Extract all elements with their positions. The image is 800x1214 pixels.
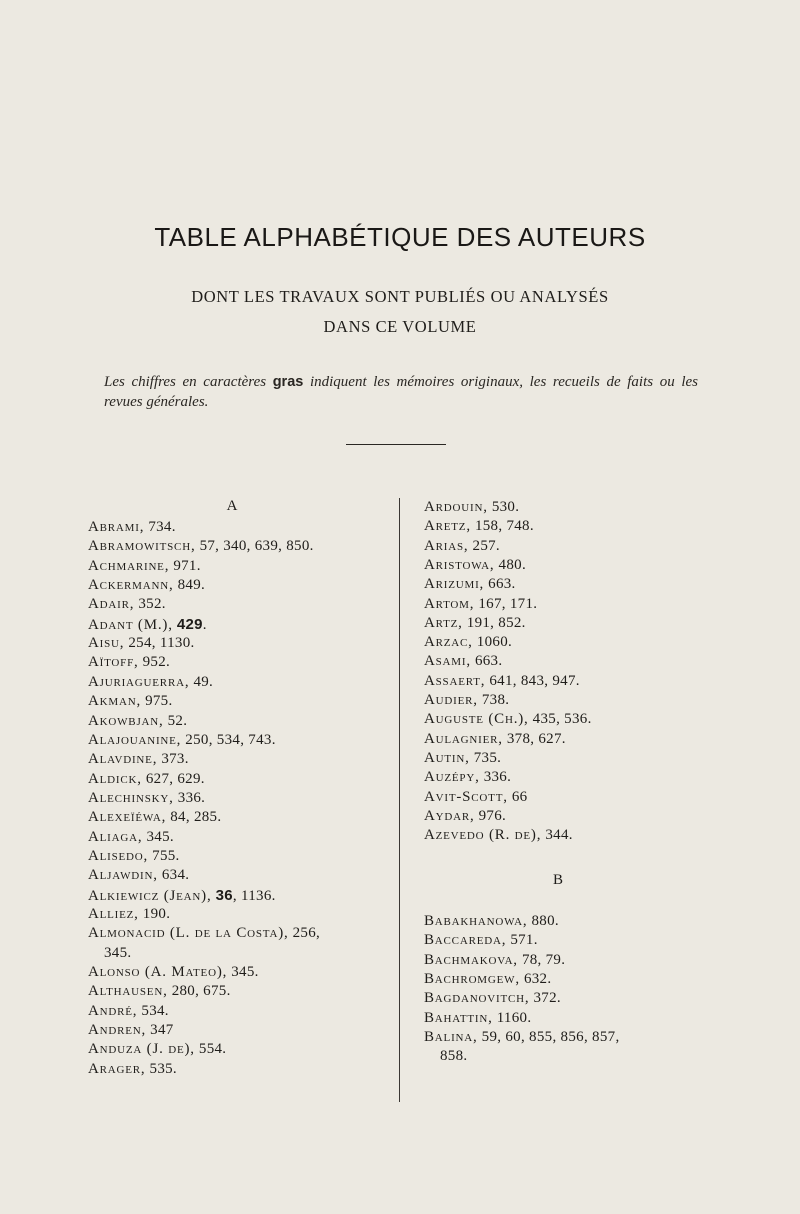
original-memoir-page: 36 [215,886,233,904]
index-entry [88,595,166,614]
page-numbers: 78, 79. [521,951,566,968]
author-name: Bachromgew, [424,970,520,987]
index-entry [424,614,526,633]
author-name: Alavdine, [88,751,158,768]
index-entry [88,808,221,827]
author-name: Aretz, [424,518,471,535]
page-numbers: 167, 171. [478,595,538,612]
index-entry [424,556,526,575]
author-name: Aïtoff, [88,654,139,671]
page-numbers: 641, 843, 947. [489,672,580,689]
page-numbers: 345. [104,944,132,961]
page-numbers: 952. [142,654,171,671]
page-numbers: 372. [533,990,561,1007]
author-name: Assaert, [424,672,486,689]
author-name: Arzac, [424,634,473,651]
page-numbers: 976. [478,807,507,824]
page-numbers: , 1136. [232,887,276,904]
author-name: Aristowa, [424,556,495,573]
author-name: Alisedo, [88,847,149,864]
note-text-2: indiquent les mémoires originaux, les recueils de faits ou les revues générales. [104,374,698,410]
author-name: Alkiewicz (Jean), [88,887,212,904]
author-name: Aljawdin, [88,867,158,884]
index-entry [88,905,170,924]
page-numbers: 345. [146,828,174,845]
author-name: Baccareda, [424,932,507,949]
page-numbers: 250, 534, 743. [185,731,276,748]
index-entry [88,828,174,847]
page-numbers: 734. [148,519,176,535]
author-name: Adair, [88,596,135,613]
page-numbers: 336. [483,769,512,786]
page-numbers: 534. [141,1002,169,1019]
author-name: Arager, [88,1060,146,1077]
index-entry [424,1028,620,1047]
page-numbers: 190. [142,906,171,922]
page-numbers: 257. [472,537,500,554]
index-entry [424,826,573,845]
index-entry [424,575,516,594]
author-name: Alliez, [88,906,139,922]
page-numbers: 480. [498,556,526,573]
index-entry [88,1002,169,1021]
index-entry [88,963,259,982]
index-entry [88,518,176,537]
index-entry [88,692,173,711]
index-entry [88,634,195,653]
index-entry [424,951,565,970]
page-numbers: 627, 629. [145,770,205,787]
page-numbers: 975. [145,693,173,710]
page-numbers: 347 [150,1022,174,1039]
page-numbers: 880. [531,913,559,929]
index-entry [88,537,314,556]
author-name: Aisu, [88,635,125,652]
index-entry [88,653,170,672]
author-name: Aulagnier, [424,730,503,747]
page-title: TABLE ALPHABÉTIQUE DES AUTEURS [154,222,646,252]
page-numbers: 344. [545,827,573,844]
index-entry [424,931,538,950]
page-numbers: 738. [481,692,510,708]
author-name: Asami, [424,653,471,670]
page-numbers: 755. [152,847,180,864]
index-entry [424,537,500,556]
index-entry [424,807,506,826]
page-numbers: 554. [198,1041,227,1058]
author-name: Arias, [424,537,469,554]
separator-rule [346,444,446,445]
author-name: Almonacid (L. de la Costa), [88,925,289,942]
index-entry [88,924,320,943]
author-name: Azevedo (R. de), [424,827,542,844]
author-name: Anduza (J. de), [88,1041,195,1058]
author-name: Aliaga, [88,828,143,845]
page-numbers: 254, 1130. [128,635,195,652]
author-name: Andren, [88,1022,147,1039]
author-name: Akman, [88,693,141,710]
author-name: Bagdanovitch, [424,990,530,1007]
index-entry [424,768,511,787]
author-name: Arizumi, [424,576,485,593]
index-entry [424,672,580,691]
page-numbers: 345. [231,964,259,981]
author-name: Alonso (A. Mateo), [88,964,228,981]
explanatory-note [104,372,698,412]
index-entry [424,652,502,671]
page-numbers: 663. [488,576,516,593]
page-numbers: 280, 675. [171,983,231,1000]
author-name: Aldick, [88,770,142,787]
page-numbers: 378, 627. [506,730,566,747]
author-name: Audier, [424,692,478,708]
page-numbers: 632. [523,970,552,987]
page-numbers: 663. [474,653,503,670]
author-name: Autin, [424,749,470,766]
page-numbers: 158, 748. [474,518,534,535]
author-name: Alexeïéwa, [88,809,167,826]
index-entry [424,1009,531,1028]
page-numbers: 191, 852. [466,614,526,631]
author-name: Alechinsky, [88,789,174,806]
subtitle-line-2: DANS CE VOLUME [323,317,477,336]
page-numbers: 435, 536. [532,711,592,728]
index-entry [424,1047,467,1066]
author-name: Althausen, [88,983,168,1000]
author-name: Ackermann, [88,577,174,594]
page-numbers: 59, 60, 855, 856, 857, [481,1028,620,1045]
index-entry [424,517,534,536]
index-entry [88,1040,226,1059]
page-numbers: 634. [161,867,190,884]
page-numbers: 52. [167,712,188,729]
subtitle-line-1: DONT LES TRAVAUX SONT PUBLIÉS OU ANALYSÉS [191,287,609,306]
index-entry [88,944,131,963]
page-numbers: 352. [138,596,166,613]
index-entry [424,595,537,614]
author-name: Babakhanowa, [424,913,528,929]
index-entry [424,749,501,768]
author-name: Alajouanine, [88,731,182,748]
index-entry [88,750,189,769]
page-numbers: 1160. [496,1009,532,1026]
original-memoir-page: 429 [176,615,203,633]
page-numbers: 571. [510,932,538,949]
author-name: Balina, [424,1028,478,1045]
author-name: Abramowitsch, [88,538,196,555]
index-entry [424,970,551,989]
column-divider [399,498,400,1102]
index-entry [424,730,566,749]
page-numbers: 256, [292,925,321,942]
index-entry [424,989,561,1008]
index-entry [88,576,205,595]
index-entry [88,982,231,1001]
page-numbers: 336. [177,789,206,806]
page-numbers: 84, 285. [170,809,222,826]
page-numbers: 530. [491,499,520,515]
page-numbers: 971. [173,557,201,574]
index-entry [424,788,527,807]
page-numbers: 57, 340, 639, 850. [199,538,314,555]
page-numbers: . [202,616,207,633]
note-text-1: Les chiffres en caractères [104,374,267,390]
index-entry [88,789,205,808]
page-numbers: 66 [511,788,528,805]
author-name: Artom, [424,595,475,612]
author-name: André, [88,1002,138,1019]
index-entry [88,557,201,576]
index-entry [88,866,189,885]
page-numbers: 373. [161,751,189,768]
section-letter-a: A [226,498,238,514]
author-name: Akowbjan, [88,712,164,729]
author-name: Abrami, [88,519,145,535]
index-entry [88,712,187,731]
index-entry [88,886,276,906]
page-numbers: 1060. [476,634,513,651]
author-name: Achmarine, [88,557,170,574]
index-entry [424,498,519,517]
section-letter-b: B [552,872,563,888]
index-entry [424,633,512,652]
author-name: Bahattin, [424,1009,493,1026]
index-entry [424,710,592,729]
page-numbers: 49. [193,673,214,690]
author-name: Ajuriaguerra, [88,673,190,690]
author-name: Aydar, [424,807,475,824]
author-name: Auzépy, [424,769,480,786]
index-entry [88,847,180,866]
index-entry [88,731,276,750]
author-name: Artz, [424,614,463,631]
index-entry [424,912,559,931]
author-name: Auguste (Ch.), [424,711,529,728]
author-name: Bachmakova, [424,951,518,968]
page-numbers: 849. [177,577,206,594]
index-entry [88,1060,177,1079]
index-entry [424,691,509,710]
page-numbers: 535. [149,1060,177,1077]
index-entry [88,1021,174,1040]
index-entry [88,615,207,635]
page-numbers: 735. [473,749,502,766]
author-name: Ardouin, [424,499,488,515]
page-numbers: 858. [440,1048,468,1065]
index-entry [88,673,213,692]
index-entry [88,770,205,789]
author-name: Adant (M.), [88,616,173,633]
note-bold-word: gras [272,374,304,390]
author-name: Avit-Scott, [424,788,508,805]
